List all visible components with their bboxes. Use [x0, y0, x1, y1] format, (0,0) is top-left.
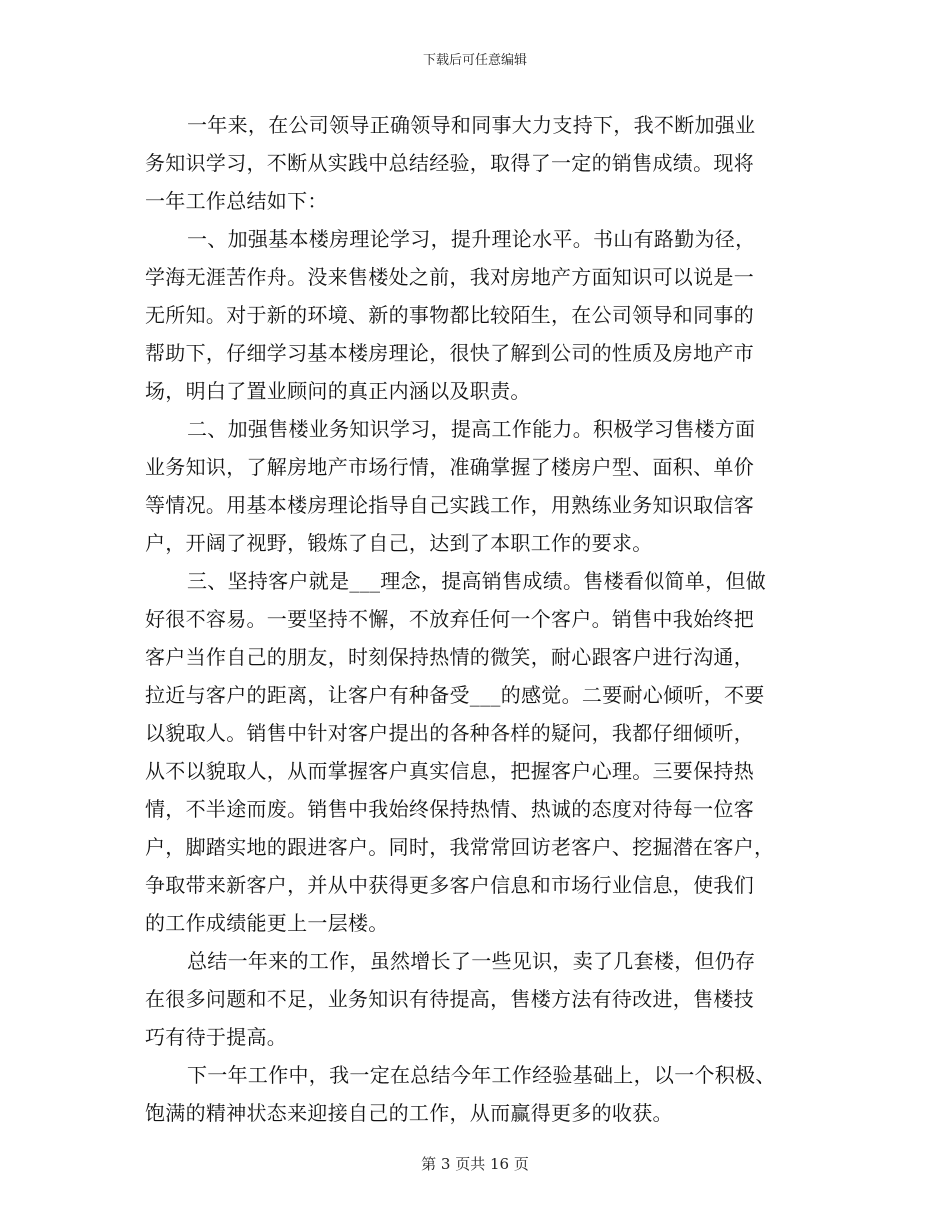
text-line: 业务知识，了解房地产市场行情，准确掌握了楼房户型、面积、单价	[145, 455, 754, 479]
document-body	[145, 106, 805, 1132]
paragraph-intro	[145, 106, 805, 220]
text-line: 户，脚踏实地的跟进客户。同时，我常常回访老客户、挖掘潜在客户，	[145, 835, 775, 859]
text-line: 争取带来新客户，并从中获得更多客户信息和市场行业信息，使我们	[145, 873, 754, 897]
text-line: 帮助下，仔细学习基本楼房理论，很快了解到公司的性质及房地产市	[145, 341, 754, 365]
text-line: 场，明白了置业顾问的真正内涵以及职责。	[145, 379, 531, 403]
text-line: 情，不半途而废。销售中我始终保持热情、热诚的态度对待每一位客	[145, 797, 754, 821]
text-line: 饱满的精神状态来迎接自己的工作，从而赢得更多的收获。	[145, 1101, 673, 1125]
paragraph-summary	[145, 942, 805, 1056]
text-line: 的工作成绩能更上一层楼。	[145, 911, 389, 935]
text-line: 等情况。用基本楼房理论指导自己实践工作，用熟练业务知识取信客	[145, 493, 754, 517]
paragraph-business-knowledge	[145, 410, 805, 562]
text-line: 一、加强基本楼房理论学习，提升理论水平。书山有路勤为径，	[187, 227, 756, 251]
text-line: 总结一年来的工作，虽然增长了一些见识，卖了几套楼，但仍存	[187, 949, 756, 973]
page-header: 下载后可任意编辑	[422, 53, 527, 68]
text-line: 好很不容易。一要坚持不懈，不放弃任何一个客户。销售中我始终把	[145, 607, 754, 631]
text-line: 在很多问题和不足，业务知识有待提高，售楼方法有待改进，售楼技	[145, 987, 754, 1011]
text-line: 无所知。对于新的环境、新的事物都比较陌生，在公司领导和同事的	[145, 303, 754, 327]
text-line: 客户当作自己的朋友，时刻保持热情的微笑，耐心跟客户进行沟通，	[145, 645, 754, 669]
text-line: 户，开阔了视野，锻炼了自己，达到了本职工作的要求。	[145, 531, 653, 555]
text-line: 拉近与客户的距离，让客户有种备受___的感觉。二要耐心倾听，不要	[145, 683, 765, 707]
text-line: 下一年工作中，我一定在总结今年工作经验基础上，以一个积极、	[187, 1063, 776, 1087]
text-line: 二、加强售楼业务知识学习，提高工作能力。积极学习售楼方面	[187, 417, 756, 441]
paragraph-next-year	[145, 1056, 805, 1132]
text-line: 巧有待于提高。	[145, 1025, 288, 1049]
text-line: 学海无涯苦作舟。没来售楼处之前，我对房地产方面知识可以说是一	[145, 265, 754, 289]
paragraph-theory	[145, 220, 805, 410]
paragraph-customer	[145, 562, 805, 942]
text-line: 以貌取人。销售中针对客户提出的各种各样的疑问，我都仔细倾听，	[145, 721, 754, 745]
page-number-footer: 第 3 页共 16 页	[421, 1155, 529, 1173]
text-line: 三、坚持客户就是___理念，提高销售成绩。售楼看似简单，但做	[187, 569, 766, 593]
text-line: 务知识学习，不断从实践中总结经验，取得了一定的销售成绩。现将	[145, 151, 754, 175]
text-line: 一年来，在公司领导正确领导和同事大力支持下，我不断加强业	[187, 113, 756, 137]
text-line: 从不以貌取人，从而掌握客户真实信息，把握客户心理。三要保持热	[145, 759, 754, 783]
text-line: 一年工作总结如下：	[145, 189, 328, 213]
